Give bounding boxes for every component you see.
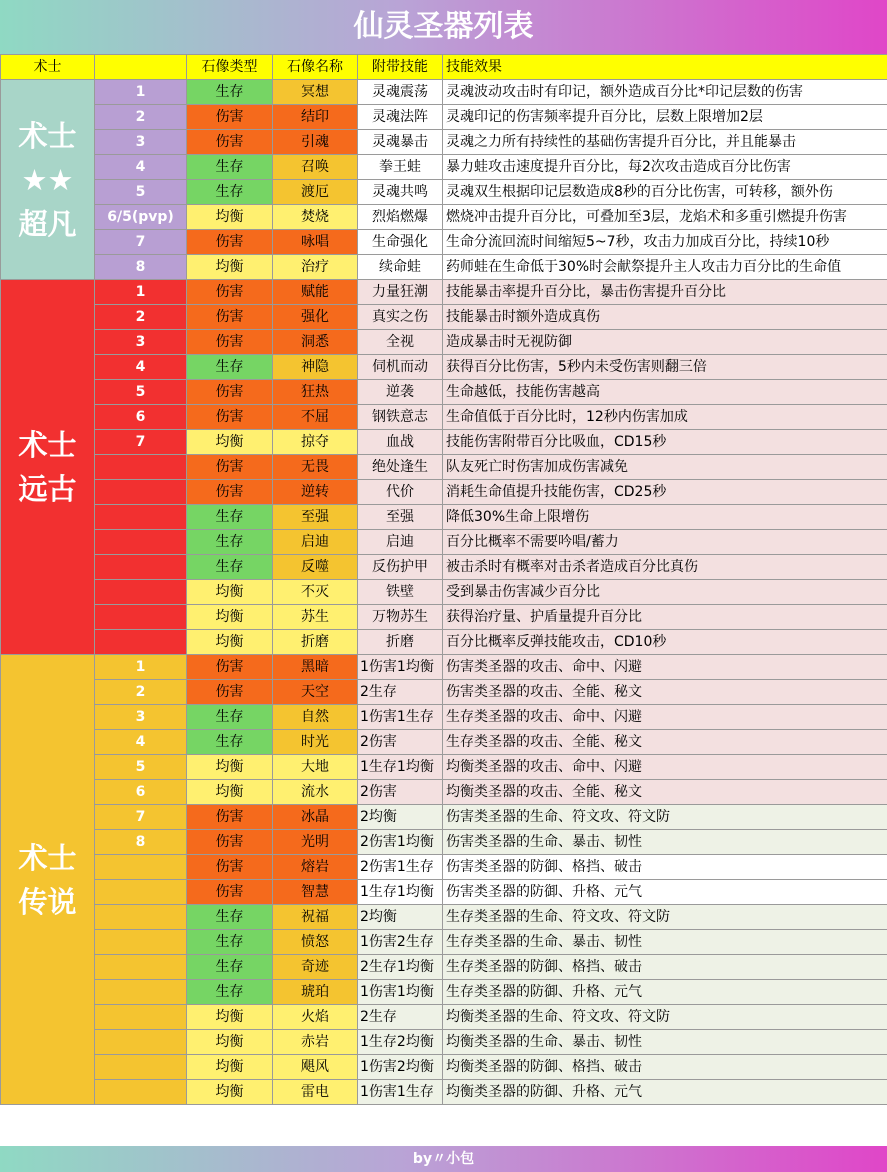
- table-row: [1, 1055, 887, 1080]
- group-label-line: 术士: [18, 118, 77, 153]
- table-row: [1, 105, 887, 130]
- table-row: [1, 1030, 887, 1055]
- table-row: [1, 155, 887, 180]
- table-row: [1, 930, 887, 955]
- skill-effect: 灵魂波动攻击时有印记，额外造成百分比*印记层数的伤害: [443, 80, 887, 105]
- table-row: [1, 430, 887, 455]
- row-index: [95, 930, 187, 955]
- table-row: [1, 680, 887, 705]
- row-index: 2: [95, 305, 187, 330]
- statue-name: 奇迹: [273, 955, 358, 980]
- skill-effect: 生存类圣器的攻击、全能、秘文: [443, 730, 887, 755]
- row-index: 4: [95, 730, 187, 755]
- skill-effect: 降低30%生命上限增伤: [443, 505, 887, 530]
- table-row: [1, 780, 887, 805]
- row-index: 4: [95, 355, 187, 380]
- table-row: [1, 655, 887, 680]
- row-index: [95, 905, 187, 930]
- row-index: [95, 1080, 187, 1105]
- table-row: [1, 355, 887, 380]
- skill-effect: 灵魂双生根据印记层数造成8秒的百分比伤害，可转移，额外伤: [443, 180, 887, 205]
- statue-name: 苏生: [273, 605, 358, 630]
- row-index: 2: [95, 680, 187, 705]
- table-row: [1, 980, 887, 1005]
- statue-type: 伤害: [187, 305, 273, 330]
- skill-effect: 技能暴击时额外造成真伤: [443, 305, 887, 330]
- table-row: [1, 455, 887, 480]
- attached-skill: 1伤害1生存: [358, 1080, 443, 1105]
- statue-type: 伤害: [187, 455, 273, 480]
- statue-type: 均衡: [187, 755, 273, 780]
- table-row: [1, 255, 887, 280]
- table-row: [1, 480, 887, 505]
- statue-name: 熔岩: [273, 855, 358, 880]
- header-effect: 技能效果: [443, 55, 887, 80]
- attached-skill: 伺机而动: [358, 355, 443, 380]
- row-index: 5: [95, 180, 187, 205]
- skill-effect: 生存类圣器的生命、暴击、韧性: [443, 930, 887, 955]
- statue-name: 赋能: [273, 280, 358, 305]
- row-index: 2: [95, 105, 187, 130]
- group-label: [1, 655, 95, 1105]
- attached-skill: 烈焰燃爆: [358, 205, 443, 230]
- statue-type: 生存: [187, 905, 273, 930]
- attached-skill: 生命强化: [358, 230, 443, 255]
- statue-name: 赤岩: [273, 1030, 358, 1055]
- skill-effect: 生存类圣器的生命、符文攻、符文防: [443, 905, 887, 930]
- attached-skill: 代价: [358, 480, 443, 505]
- statue-name: 无畏: [273, 455, 358, 480]
- row-index: 8: [95, 830, 187, 855]
- attached-skill: 启迪: [358, 530, 443, 555]
- table-row: [1, 805, 887, 830]
- row-index: [95, 605, 187, 630]
- statue-type: 伤害: [187, 805, 273, 830]
- group-label-line: 术士: [18, 840, 77, 875]
- table-row: [1, 305, 887, 330]
- statue-type: 伤害: [187, 130, 273, 155]
- table-row: [1, 580, 887, 605]
- skill-effect: 伤害类圣器的攻击、命中、闪避: [443, 655, 887, 680]
- skill-effect: 生存类圣器的防御、格挡、破击: [443, 955, 887, 980]
- statue-type: 生存: [187, 730, 273, 755]
- statue-name: 结印: [273, 105, 358, 130]
- table-row: [1, 205, 887, 230]
- header-type: 石像类型: [187, 55, 273, 80]
- footer-credit: by〃小包: [0, 1146, 887, 1172]
- attached-skill: 1生存1均衡: [358, 755, 443, 780]
- attached-skill: 1伤害1均衡: [358, 980, 443, 1005]
- statue-type: 均衡: [187, 205, 273, 230]
- statue-type: 生存: [187, 355, 273, 380]
- table-row: [1, 855, 887, 880]
- table-row: [1, 955, 887, 980]
- row-index: 6/5(pvp): [95, 205, 187, 230]
- table-row: [1, 180, 887, 205]
- attached-skill: 2生存: [358, 1005, 443, 1030]
- attached-skill: 2伤害: [358, 780, 443, 805]
- skill-effect: 造成暴击时无视防御: [443, 330, 887, 355]
- attached-skill: 力量狂潮: [358, 280, 443, 305]
- table-row: [1, 730, 887, 755]
- skill-effect: 燃烧冲击提升百分比，可叠加至3层，龙焰术和多重引燃提升伤害: [443, 205, 887, 230]
- table-row: [1, 530, 887, 555]
- row-index: 3: [95, 130, 187, 155]
- statue-type: 均衡: [187, 1055, 273, 1080]
- statue-name: 至强: [273, 505, 358, 530]
- skill-effect: 生命分流回流时间缩短5~7秒，攻击力加成百分比，持续10秒: [443, 230, 887, 255]
- group-label-line: 传说: [18, 884, 77, 919]
- group-label: [1, 80, 95, 280]
- statue-name: 雷电: [273, 1080, 358, 1105]
- row-index: [95, 1055, 187, 1080]
- row-index: 3: [95, 705, 187, 730]
- statue-name: 狂热: [273, 380, 358, 405]
- row-index: 1: [95, 655, 187, 680]
- row-index: 5: [95, 755, 187, 780]
- statue-type: 伤害: [187, 680, 273, 705]
- skill-effect: 生命越低，技能伤害越高: [443, 380, 887, 405]
- statue-name: 冥想: [273, 80, 358, 105]
- attached-skill: 真实之伤: [358, 305, 443, 330]
- statue-type: 均衡: [187, 430, 273, 455]
- table-row: [1, 230, 887, 255]
- attached-skill: 1伤害1均衡: [358, 655, 443, 680]
- skill-effect: 均衡类圣器的生命、暴击、韧性: [443, 1030, 887, 1055]
- attached-skill: 1伤害2生存: [358, 930, 443, 955]
- attached-skill: 至强: [358, 505, 443, 530]
- table-row: [1, 630, 887, 655]
- statue-name: 折磨: [273, 630, 358, 655]
- attached-skill: 绝处逢生: [358, 455, 443, 480]
- page-title: 仙灵圣器列表: [0, 0, 887, 54]
- table-row: [1, 555, 887, 580]
- skill-effect: 百分比概率反弹技能攻击，CD10秒: [443, 630, 887, 655]
- attached-skill: 1生存1均衡: [358, 880, 443, 905]
- table-row: [1, 830, 887, 855]
- statue-name: 愤怒: [273, 930, 358, 955]
- skill-effect: 暴力蛙攻击速度提升百分比，每2次攻击造成百分比伤害: [443, 155, 887, 180]
- skill-effect: 被击杀时有概率对击杀者造成百分比真伤: [443, 555, 887, 580]
- table-row: [1, 280, 887, 305]
- row-index: [95, 855, 187, 880]
- table-row: [1, 505, 887, 530]
- skill-effect: 伤害类圣器的防御、格挡、破击: [443, 855, 887, 880]
- row-index: [95, 580, 187, 605]
- statue-name: 智慧: [273, 880, 358, 905]
- statue-name: 反噬: [273, 555, 358, 580]
- skill-effect: 伤害类圣器的生命、符文攻、符文防: [443, 805, 887, 830]
- row-index: 5: [95, 380, 187, 405]
- statue-name: 冰晶: [273, 805, 358, 830]
- attached-skill: 灵魂共鸣: [358, 180, 443, 205]
- statue-type: 生存: [187, 505, 273, 530]
- attached-skill: 1生存2均衡: [358, 1030, 443, 1055]
- attached-skill: 逆袭: [358, 380, 443, 405]
- table-row: [1, 330, 887, 355]
- statue-name: 琥珀: [273, 980, 358, 1005]
- row-index: [95, 555, 187, 580]
- statue-name: 不灭: [273, 580, 358, 605]
- table-row: [1, 80, 887, 105]
- skill-effect: 队友死亡时伤害加成伤害减免: [443, 455, 887, 480]
- row-index: 7: [95, 430, 187, 455]
- group-label-line: 超凡: [18, 206, 77, 241]
- statue-name: 咏唱: [273, 230, 358, 255]
- row-index: [95, 505, 187, 530]
- statue-type: 生存: [187, 955, 273, 980]
- row-index: [95, 530, 187, 555]
- skill-effect: 均衡类圣器的防御、格挡、破击: [443, 1055, 887, 1080]
- skill-effect: 均衡类圣器的生命、符文攻、符文防: [443, 1005, 887, 1030]
- statue-name: 引魂: [273, 130, 358, 155]
- statue-type: 均衡: [187, 255, 273, 280]
- attached-skill: 折磨: [358, 630, 443, 655]
- skill-effect: 灵魂印记的伤害频率提升百分比，层数上限增加2层: [443, 105, 887, 130]
- attached-skill: 血战: [358, 430, 443, 455]
- statue-type: 生存: [187, 705, 273, 730]
- statue-type: 伤害: [187, 480, 273, 505]
- row-index: [95, 455, 187, 480]
- artifact-table: [0, 54, 887, 1105]
- statue-name: 天空: [273, 680, 358, 705]
- statue-name: 强化: [273, 305, 358, 330]
- attached-skill: 钢铁意志: [358, 405, 443, 430]
- attached-skill: 1伤害1生存: [358, 705, 443, 730]
- row-index: [95, 630, 187, 655]
- statue-type: 生存: [187, 930, 273, 955]
- statue-type: 伤害: [187, 405, 273, 430]
- statue-name: 启迪: [273, 530, 358, 555]
- table-row: [1, 380, 887, 405]
- skill-effect: 伤害类圣器的防御、升格、元气: [443, 880, 887, 905]
- skill-effect: 药师蛙在生命低于30%时会献祭提升主人攻击力百分比的生命值: [443, 255, 887, 280]
- statue-name: 火焰: [273, 1005, 358, 1030]
- statue-name: 大地: [273, 755, 358, 780]
- attached-skill: 2伤害1均衡: [358, 830, 443, 855]
- statue-name: 飓风: [273, 1055, 358, 1080]
- table-row: [1, 605, 887, 630]
- skill-effect: 伤害类圣器的生命、暴击、韧性: [443, 830, 887, 855]
- row-index: 1: [95, 280, 187, 305]
- statue-type: 伤害: [187, 655, 273, 680]
- header-index: [95, 55, 187, 80]
- table-header-row: [1, 55, 887, 80]
- table-row: [1, 755, 887, 780]
- statue-name: 不屈: [273, 405, 358, 430]
- attached-skill: 全视: [358, 330, 443, 355]
- statue-type: 均衡: [187, 605, 273, 630]
- attached-skill: 2生存: [358, 680, 443, 705]
- skill-effect: 百分比概率不需要吟唱/蓄力: [443, 530, 887, 555]
- row-index: [95, 955, 187, 980]
- skill-effect: 获得百分比伤害，5秒内未受伤害则翻三倍: [443, 355, 887, 380]
- row-index: 6: [95, 780, 187, 805]
- attached-skill: 万物苏生: [358, 605, 443, 630]
- row-index: 8: [95, 255, 187, 280]
- statue-type: 生存: [187, 180, 273, 205]
- statue-type: 均衡: [187, 1005, 273, 1030]
- statue-type: 生存: [187, 80, 273, 105]
- statue-name: 祝福: [273, 905, 358, 930]
- statue-type: 生存: [187, 155, 273, 180]
- statue-type: 生存: [187, 555, 273, 580]
- attached-skill: 2伤害: [358, 730, 443, 755]
- table-row: [1, 1005, 887, 1030]
- group-label-line: 远古: [18, 472, 77, 506]
- statue-type: 伤害: [187, 105, 273, 130]
- attached-skill: 灵魂震荡: [358, 80, 443, 105]
- statue-name: 召唤: [273, 155, 358, 180]
- attached-skill: 铁壁: [358, 580, 443, 605]
- skill-effect: 均衡类圣器的攻击、命中、闪避: [443, 755, 887, 780]
- group-label-line: 术士: [18, 428, 77, 462]
- skill-effect: 消耗生命值提升技能伤害，CD25秒: [443, 480, 887, 505]
- row-index: [95, 480, 187, 505]
- attached-skill: 1伤害2均衡: [358, 1055, 443, 1080]
- header-skill: 附带技能: [358, 55, 443, 80]
- statue-type: 伤害: [187, 330, 273, 355]
- skill-effect: 均衡类圣器的攻击、全能、秘文: [443, 780, 887, 805]
- row-index: 1: [95, 80, 187, 105]
- attached-skill: 2均衡: [358, 805, 443, 830]
- skill-effect: 技能暴击率提升百分比，暴击伤害提升百分比: [443, 280, 887, 305]
- skill-effect: 受到暴击伤害减少百分比: [443, 580, 887, 605]
- statue-name: 逆转: [273, 480, 358, 505]
- statue-type: 伤害: [187, 880, 273, 905]
- statue-name: 治疗: [273, 255, 358, 280]
- row-index: [95, 1005, 187, 1030]
- table-row: [1, 880, 887, 905]
- attached-skill: 灵魂暴击: [358, 130, 443, 155]
- header-class: 术士: [1, 55, 95, 80]
- attached-skill: 灵魂法阵: [358, 105, 443, 130]
- statue-name: 神隐: [273, 355, 358, 380]
- row-index: 7: [95, 805, 187, 830]
- row-index: 7: [95, 230, 187, 255]
- attached-skill: 2伤害1生存: [358, 855, 443, 880]
- statue-type: 伤害: [187, 280, 273, 305]
- attached-skill: 2均衡: [358, 905, 443, 930]
- attached-skill: 2生存1均衡: [358, 955, 443, 980]
- skill-effect: 生存类圣器的攻击、命中、闪避: [443, 705, 887, 730]
- statue-name: 光明: [273, 830, 358, 855]
- statue-type: 伤害: [187, 830, 273, 855]
- header-name: 石像名称: [273, 55, 358, 80]
- row-index: [95, 1030, 187, 1055]
- skill-effect: 技能伤害附带百分比吸血，CD15秒: [443, 430, 887, 455]
- statue-name: 自然: [273, 705, 358, 730]
- statue-name: 黑暗: [273, 655, 358, 680]
- statue-name: 焚烧: [273, 205, 358, 230]
- statue-type: 均衡: [187, 1080, 273, 1105]
- attached-skill: 续命蛙: [358, 255, 443, 280]
- statue-type: 伤害: [187, 380, 273, 405]
- statue-type: 生存: [187, 530, 273, 555]
- row-index: [95, 980, 187, 1005]
- skill-effect: 伤害类圣器的攻击、全能、秘文: [443, 680, 887, 705]
- statue-type: 均衡: [187, 780, 273, 805]
- statue-type: 伤害: [187, 230, 273, 255]
- statue-name: 洞悉: [273, 330, 358, 355]
- row-index: 6: [95, 405, 187, 430]
- table-row: [1, 1080, 887, 1105]
- table-row: [1, 705, 887, 730]
- statue-type: 均衡: [187, 580, 273, 605]
- statue-name: 时光: [273, 730, 358, 755]
- row-index: [95, 880, 187, 905]
- statue-name: 流水: [273, 780, 358, 805]
- skill-effect: 获得治疗量、护盾量提升百分比: [443, 605, 887, 630]
- statue-name: 掠夺: [273, 430, 358, 455]
- table-row: [1, 905, 887, 930]
- statue-type: 生存: [187, 980, 273, 1005]
- skill-effect: 均衡类圣器的防御、升格、元气: [443, 1080, 887, 1105]
- row-index: 4: [95, 155, 187, 180]
- statue-type: 均衡: [187, 1030, 273, 1055]
- skill-effect: 生命值低于百分比时，12秒内伤害加成: [443, 405, 887, 430]
- group-label: [1, 280, 95, 655]
- skill-effect: 生存类圣器的防御、升格、元气: [443, 980, 887, 1005]
- statue-type: 均衡: [187, 630, 273, 655]
- attached-skill: 拳王蛙: [358, 155, 443, 180]
- statue-type: 伤害: [187, 855, 273, 880]
- table-row: [1, 130, 887, 155]
- group-label-line: ★★: [21, 162, 74, 197]
- row-index: 3: [95, 330, 187, 355]
- statue-name: 渡厄: [273, 180, 358, 205]
- table-row: [1, 405, 887, 430]
- skill-effect: 灵魂之力所有持续性的基础伤害提升百分比，并且能暴击: [443, 130, 887, 155]
- attached-skill: 反伤护甲: [358, 555, 443, 580]
